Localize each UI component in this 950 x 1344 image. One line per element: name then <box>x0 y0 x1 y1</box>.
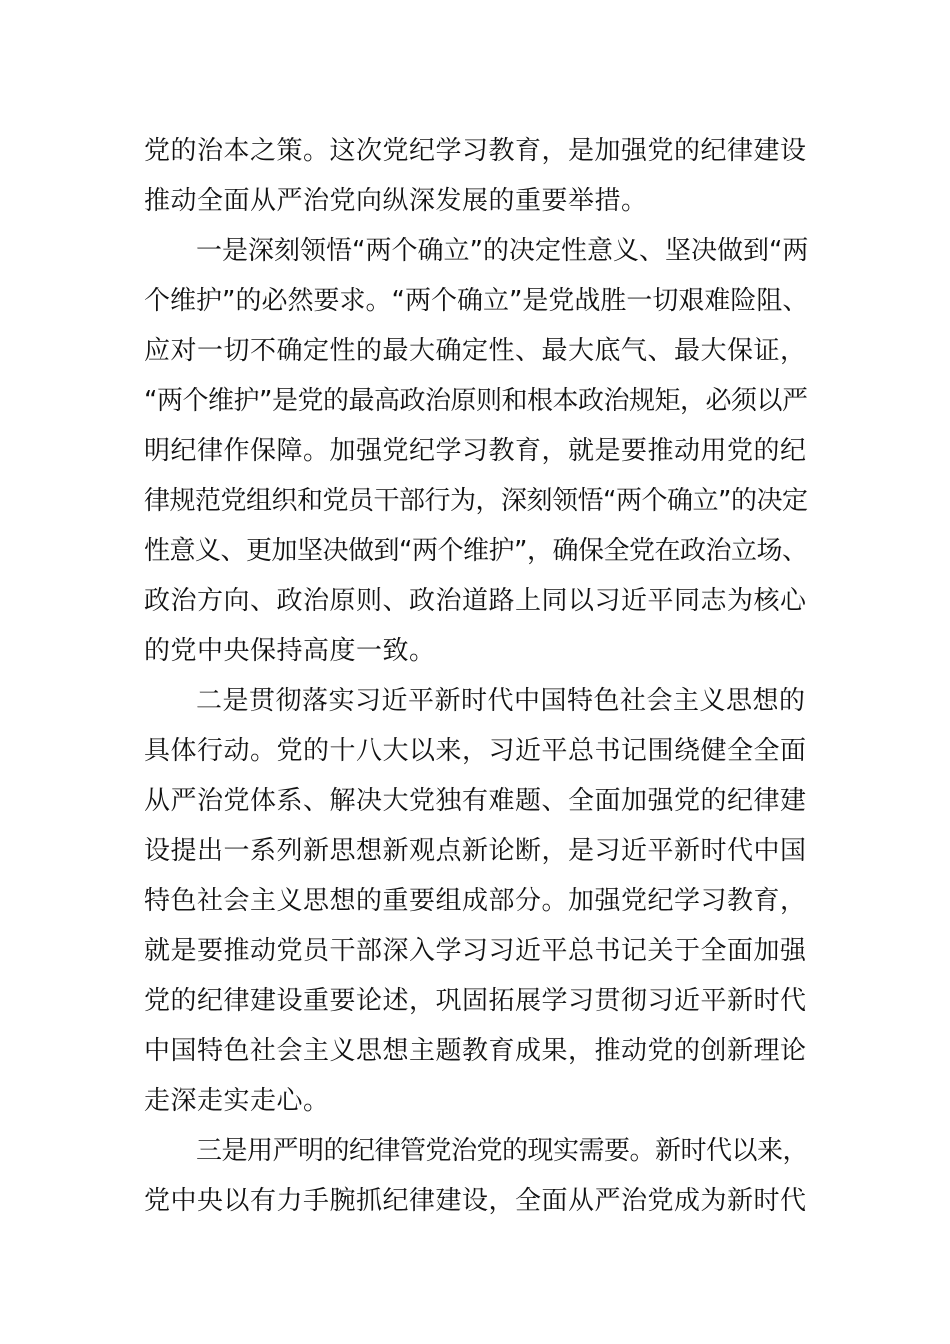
paragraph-start-line: 一是深刻领悟“两个确立”的决定性意义、坚决做到“两 <box>196 236 809 266</box>
text-line: 党的治本之策。这次党纪学习教育，是加强党的纪律建设 <box>144 136 807 166</box>
document-body <box>144 126 809 1226</box>
text-line: 具体行动。党的十八大以来，习近平总书记围绕健全全面 <box>144 736 807 766</box>
text-line: 走深走实走心。 <box>144 1086 330 1116</box>
text-line: 性意义、更加坚决做到“两个维护”，确保全党在政治立场、 <box>144 536 808 566</box>
text-line: 特色社会主义思想的重要组成部分。加强党纪学习教育， <box>144 886 807 916</box>
text-line: “两个维护”是党的最高政治原则和根本政治规矩，必须以严 <box>144 386 808 416</box>
text-line: 明纪律作保障。加强党纪学习教育，就是要推动用党的纪 <box>144 436 807 466</box>
text-line: 律规范党组织和党员干部行为，深刻领悟“两个确立”的决定 <box>144 486 808 516</box>
text-line: 政治方向、政治原则、政治道路上同以习近平同志为核心 <box>144 586 807 616</box>
text-line: 中国特色社会主义思想主题教育成果，推动党的创新理论 <box>144 1036 807 1066</box>
text-line: 个维护”的必然要求。“两个确立”是党战胜一切艰难险阻、 <box>144 286 809 316</box>
text-line: 的党中央保持高度一致。 <box>144 636 436 666</box>
text-line: 推动全面从严治党向纵深发展的重要举措。 <box>144 186 648 216</box>
text-line: 党的纪律建设重要论述，巩固拓展学习贯彻习近平新时代 <box>144 986 807 1016</box>
paragraph-start-line: 二是贯彻落实习近平新时代中国特色社会主义思想的 <box>196 686 806 716</box>
paragraph-start-line: 三是用严明的纪律管党治党的现实需要。新时代以来， <box>196 1136 809 1166</box>
text-line: 应对一切不确定性的最大确定性、最大底气、最大保证， <box>144 336 807 366</box>
text-line: 从严治党体系、解决大党独有难题、全面加强党的纪律建 <box>144 786 807 816</box>
text-line: 就是要推动党员干部深入学习习近平总书记关于全面加强 <box>144 936 807 966</box>
text-line: 党中央以有力手腕抓纪律建设，全面从严治党成为新时代 <box>144 1186 807 1216</box>
text-line: 设提出一系列新思想新观点新论断，是习近平新时代中国 <box>144 836 807 866</box>
